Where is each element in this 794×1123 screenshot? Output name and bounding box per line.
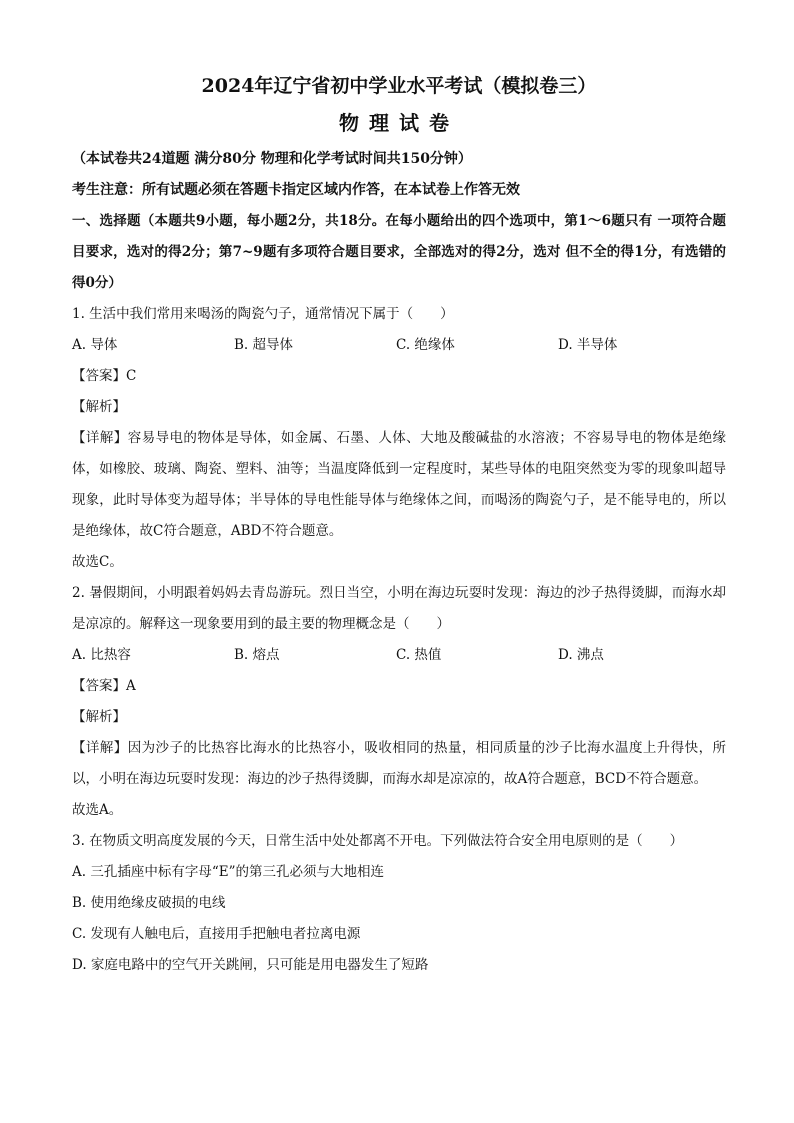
option-a: A. 比热容	[72, 647, 131, 663]
question-1-detail: 【详解】容易导电的物体是导体，如金属、石墨、人体、大地及酸碱盐的水溶液；不容易导电的物体是绝缘体，如橡胶、玻璃、陶瓷、塑料、油等；当温度降低到一定程度时，某些导体的电阻突然变为零的现象叫超导现象，此时导体变为超导体；半导体的导电性能导体与绝缘体之间，而喝汤的陶瓷勺子，是不能导电的，所以是绝缘体，故C符合题意，ABD不符合题意。	[72, 430, 726, 539]
question-1-options	[72, 330, 726, 361]
question-1-analysis-label: 【解析】	[72, 399, 126, 415]
option-a: A. 三孔插座中标有字母“E”的第三孔必须与大地相连	[72, 864, 384, 880]
section-intro: 一、选择题（本题共9小题，每小题2分，共18分。在每小题给出的四个选项中，第1～6题只有 一项符合题目要求，选对的得2分；第7~9题有多项符合题目要求，全部选对的得2分，选对 但不全的得1分，有选错的得0分）	[72, 213, 726, 291]
question-3-stem: 3. 在物质文明高度发展的今天，日常生活中处处都离不开电。下列做法符合安全用电原则的是（ ）	[72, 833, 684, 849]
option-d: D. 沸点	[558, 647, 604, 663]
option-a: A. 导体	[72, 337, 118, 353]
exam-subtitle: 物理试卷	[339, 111, 459, 135]
question-2-analysis-label: 【解析】	[72, 709, 126, 725]
exam-info: （本试卷共24道题 满分80分 物理和化学考试时间共150分钟）	[72, 151, 472, 167]
option-c: C. 发现有人触电后，直接用手把触电者拉离电源	[72, 926, 361, 942]
option-b: B. 超导体	[234, 337, 294, 353]
question-2-options	[72, 640, 726, 671]
option-d: D. 家庭电路中的空气开关跳闸，只可能是用电器发生了短路	[72, 957, 429, 973]
option-c: C. 绝缘体	[396, 337, 455, 353]
question-2-conclusion: 故选A。	[72, 802, 123, 818]
exam-title: 2024年辽宁省初中学业水平考试（模拟卷三）	[201, 75, 597, 97]
question-2-answer: 【答案】A	[72, 678, 136, 694]
option-b: B. 熔点	[234, 647, 280, 663]
option-d: D. 半导体	[558, 337, 618, 353]
exam-page	[72, 68, 726, 981]
question-1-stem: 1. 生活中我们常用来喝汤的陶瓷勺子，通常情况下属于（ ）	[72, 306, 454, 322]
option-b: B. 使用绝缘皮破损的电线	[72, 895, 226, 911]
question-1-conclusion: 故选C。	[72, 554, 123, 570]
question-2-stem: 2. 暑假期间，小明跟着妈妈去青岛游玩。烈日当空，小明在海边玩耍时发现：海边的沙子热得烫脚，而海水却是凉凉的。解释这一现象要用到的最主要的物理概念是（ ）	[72, 585, 726, 632]
question-1-answer: 【答案】C	[72, 368, 137, 384]
question-2-detail: 【详解】因为沙子的比热容比海水的比热容小，吸收相同的热量，相同质量的沙子比海水温度上升得快，所以，小明在海边玩耍时发现：海边的沙子热得烫脚，而海水却是凉凉的，故A符合题意，BCD不符合题意。	[72, 740, 726, 787]
exam-notice: 考生注意：所有试题必须在答题卡指定区域内作答，在本试卷上作答无效	[72, 182, 520, 198]
option-c: C. 热值	[396, 647, 442, 663]
